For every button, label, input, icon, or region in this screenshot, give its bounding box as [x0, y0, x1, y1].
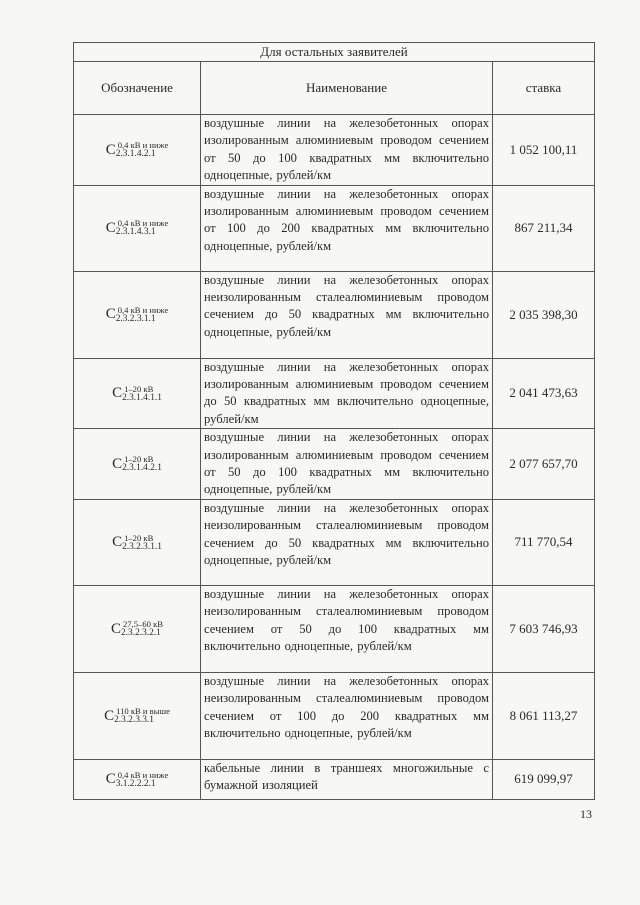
rate-cell: 1 052 100,11 [493, 115, 595, 186]
designation-symbol [112, 384, 162, 402]
symbol-letter: C [110, 620, 121, 637]
rate-cell: 711 770,54 [493, 499, 595, 585]
table-row [74, 185, 595, 271]
designation-cell [74, 271, 201, 358]
rate-cell: 2 077 657,70 [493, 429, 595, 500]
name-cell: воздушные линии на железобетонных опорах неизолированным сталеалюминиевым проводом сечением до 50 квадратных мм включительно одноцепные, рублей/км [201, 499, 493, 585]
rate-cell: 2 041 473,63 [493, 358, 595, 429]
symbol-letter: C [112, 534, 123, 551]
table-row [74, 499, 595, 585]
designation-symbol [112, 533, 162, 551]
designation-cell [74, 429, 201, 500]
code-subscript: 3.1.2.2.2.1 [115, 778, 156, 789]
name-cell: воздушные линии на железобетонных опорах изолированным алюминиевым проводом сечением от 100 до 200 квадратных мм включительно одноцепные, рублей/км [201, 185, 493, 271]
rate-cell: 867 211,34 [493, 185, 595, 271]
voltage-superscript: 110 кВ и выше [116, 706, 170, 717]
designation-cell [74, 358, 201, 429]
symbol-letter: C [104, 707, 115, 724]
name-cell: воздушные линии на железобетонных опорах изолированным алюминиевым проводом сечением до 50 квадратных мм включительно одноцепные, рублей/км [201, 358, 493, 429]
designation-cell [74, 499, 201, 585]
name-cell: воздушные линии на железобетонных опорах изолированным алюминиевым проводом сечением от 50 до 100 квадратных мм включительно одноцепные, рублей/км [201, 115, 493, 186]
code-subscript: 2.3.1.4.3.1 [115, 227, 156, 238]
designation-symbol [106, 305, 169, 323]
rate-cell: 619 099,97 [493, 759, 595, 799]
designation-symbol [106, 770, 169, 788]
name-cell: кабельные линии в траншеях многожильные с бумажной изоляцией [201, 759, 493, 799]
rates-table [73, 42, 595, 800]
table-row [74, 271, 595, 358]
code-subscript: 2.3.2.3.3.1 [114, 715, 154, 726]
name-cell: воздушные линии на железобетонных опорах изолированным алюминиевым проводом сечением от 50 до 100 квадратных мм включительно одноцепные, рублей/км [201, 429, 493, 500]
voltage-superscript: 1–20 кВ [124, 532, 154, 543]
table-row [74, 585, 595, 672]
voltage-superscript: 0,4 кВ и ниже [117, 218, 169, 229]
code-subscript: 2.3.2.3.1.1 [122, 541, 162, 552]
symbol-letter: C [112, 455, 123, 472]
symbol-letter: C [105, 141, 116, 158]
table-row [74, 672, 595, 759]
voltage-superscript: 1–20 кВ [124, 383, 154, 394]
page-number: 13 [580, 807, 592, 821]
table-caption-row [74, 43, 595, 62]
designation-symbol [111, 620, 163, 638]
designation-cell [74, 185, 201, 271]
header-rate: ставка [493, 62, 595, 115]
rate-cell: 8 061 113,27 [493, 672, 595, 759]
code-subscript: 2.3.2.3.1.1 [115, 313, 156, 324]
table-row [74, 759, 595, 799]
name-cell: воздушные линии на железобетонных опорах неизолированным сталеалюминиевым проводом сечением от 100 до 200 квадратных мм включительно одноцепные, рублей/км [201, 672, 493, 759]
designation-symbol [112, 455, 162, 473]
voltage-superscript: 0,4 кВ и ниже [117, 139, 169, 150]
table-caption: Для остальных заявителей [74, 43, 595, 62]
code-subscript: 2.3.2.3.2.1 [121, 628, 161, 639]
table-row [74, 429, 595, 500]
voltage-superscript: 0,4 кВ и ниже [117, 304, 169, 315]
symbol-letter: C [105, 306, 116, 323]
designation-symbol [106, 141, 169, 159]
designation-cell [74, 585, 201, 672]
rate-cell: 2 035 398,30 [493, 271, 595, 358]
name-cell: воздушные линии на железобетонных опорах неизолированным сталеалюминиевым проводом сечением от 50 до 100 квадратных мм включительно одноцепные, рублей/км [201, 585, 493, 672]
table-row [74, 358, 595, 429]
voltage-superscript: 1–20 кВ [124, 454, 154, 465]
voltage-superscript: 27,5–60 кВ [123, 619, 163, 630]
designation-symbol [106, 219, 169, 237]
voltage-superscript: 0,4 кВ и ниже [117, 769, 169, 780]
name-cell: воздушные линии на железобетонных опорах неизолированным сталеалюминиевым проводом сечением до 50 квадратных мм включительно одноцепные, рублей/км [201, 271, 493, 358]
symbol-letter: C [105, 771, 116, 788]
designation-cell [74, 672, 201, 759]
table-header-row [74, 62, 595, 115]
table-row [74, 115, 595, 186]
symbol-letter: C [105, 219, 116, 236]
rate-cell: 7 603 746,93 [493, 585, 595, 672]
symbol-letter: C [112, 385, 123, 402]
header-name: Наименование [201, 62, 493, 115]
designation-cell [74, 759, 201, 799]
code-subscript: 2.3.1.4.2.1 [122, 463, 162, 474]
designation-symbol [104, 707, 170, 725]
code-subscript: 2.3.1.4.2.1 [115, 148, 156, 159]
header-code: Обозначение [74, 62, 201, 115]
designation-cell [74, 115, 201, 186]
code-subscript: 2.3.1.4.1.1 [122, 392, 162, 403]
